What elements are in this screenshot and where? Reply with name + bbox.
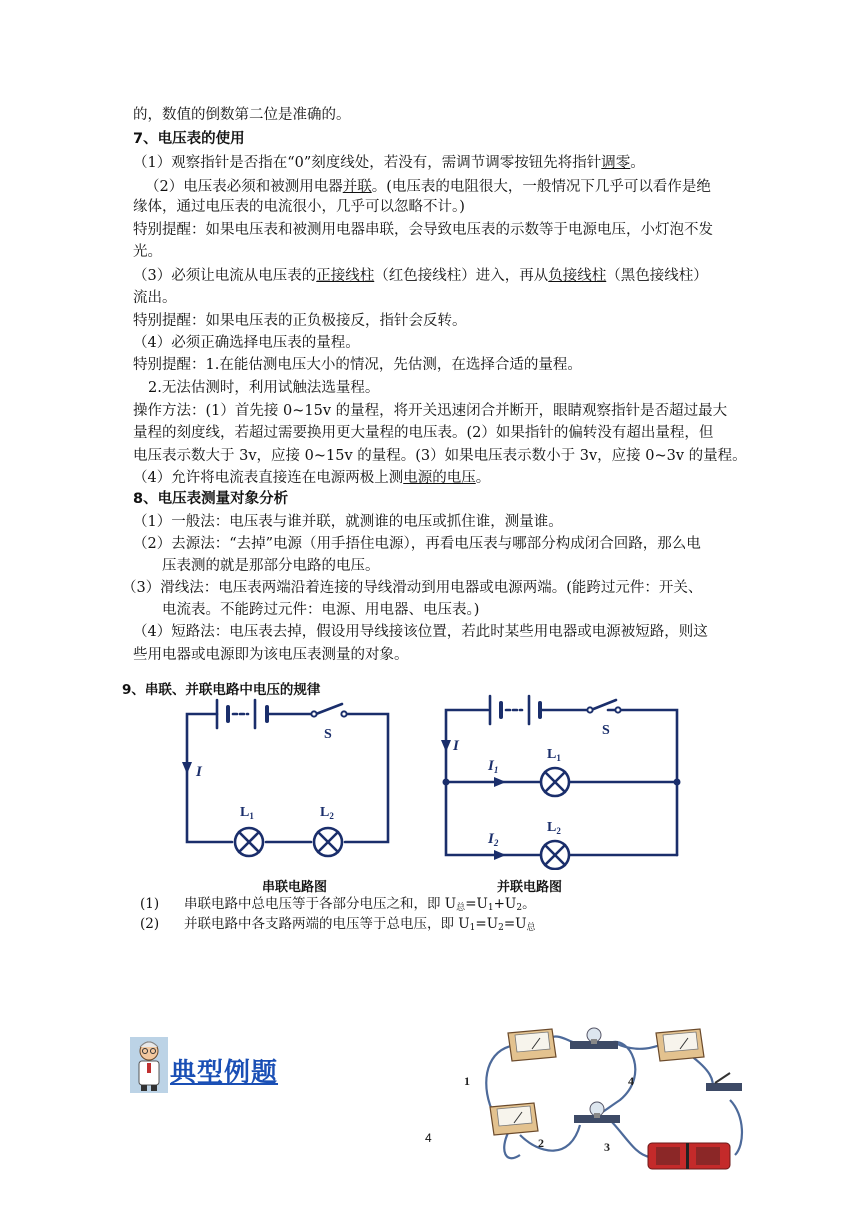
junction-dot	[443, 779, 450, 786]
page-number: 4	[425, 1131, 432, 1145]
typical-examples-banner: 典型例题	[170, 1058, 279, 1088]
lamp-label: $L_2$	[547, 820, 561, 836]
switch-blade	[316, 704, 342, 714]
text-line: 特别提醒：如果电压表的正负极接反，指针会反转。	[133, 313, 467, 329]
text-line: （4）短路法：电压表去掉，假设用导线接该位置，若此时某些用电器或电源被短路，则这	[133, 624, 708, 640]
circuit-wire	[345, 714, 388, 842]
junction-dot	[674, 779, 681, 786]
switch-contact	[615, 707, 620, 712]
parallel-circuit-diagram	[430, 690, 690, 870]
text-line: 操作方法：(1）首先接 0~15v 的量程，将开关迅速闭合并断开，眼睛观察指针是否超过最大	[133, 403, 728, 419]
rule-line: (1)	[140, 896, 160, 912]
rule-line: 并联电路中各支路两端的电压等于总电压，即 $U_1=U_2=U_总$	[184, 916, 536, 933]
text-line: （4）必须正确选择电压表的量程。	[133, 335, 360, 351]
ammeter-bottom-left	[490, 1103, 538, 1135]
text-line: （4）允许将电流表直接连在电源两极上测电源的电压。	[133, 470, 491, 486]
scientist-icon	[130, 1037, 168, 1093]
current-arrow	[441, 740, 451, 752]
physical-circuit-illustration	[460, 1015, 750, 1185]
wire-number-3: 3	[604, 1140, 610, 1154]
connecting-wire	[504, 1133, 520, 1158]
section-heading-7: 7、电压表的使用	[133, 131, 245, 147]
rule-line: 串联电路中总电压等于各部分电压之和，即 $U_总=U_1+U_2$。	[184, 896, 536, 913]
current-label: $I_2$	[488, 831, 499, 848]
text-line: 电压表示数大于 3v，应接 0~15v 的量程。(3）如果电压表示数小于 3v，应接 0~3v 的量程。	[133, 448, 747, 464]
switch-label: S	[602, 723, 610, 738]
text-line: （2）去源法：“去掉”电源（用手捂住电源），再看电压表与哪部分构成闭合回路，那么电	[133, 536, 701, 552]
switch-label: S	[324, 727, 332, 742]
wire-number-4: 4	[628, 1074, 634, 1088]
battery-pack	[648, 1143, 730, 1169]
text-line: 压表测的就是那部分电路的电压。	[162, 558, 380, 574]
current-label: I	[453, 738, 459, 754]
current-label: I	[196, 764, 202, 780]
text-line: 量程的刻度线，若超过需要换用更大量程的电压表。(2）如果指针的偏转没有超出量程，但	[133, 425, 714, 441]
lamp-label: $L_1$	[240, 805, 254, 821]
section-heading-9: 9、串联、并联电路中电压的规律	[122, 682, 321, 698]
wire-number-2: 2	[538, 1136, 544, 1150]
parallel-caption: 并联电路图	[497, 880, 563, 895]
circuit-wire	[187, 714, 232, 842]
text-line: （2）电压表必须和被测用电器并联。(电压表的电阻很大，一般情况下几乎可以看作是绝	[145, 179, 711, 195]
text-line: 2.无法估测时，利用试触法选量程。	[148, 380, 380, 396]
switch-contact	[341, 711, 346, 716]
text-line: 特别提醒：1.在能估测电压大小的情况，先估测，在选择合适的量程。	[133, 357, 582, 373]
switch-contact	[311, 711, 316, 716]
series-caption: 串联电路图	[262, 880, 328, 895]
voltmeter-top-left	[508, 1029, 556, 1061]
text-line: 特别提醒：如果电压表和被测用电器串联，会导致电压表的示数等于电源电压，小灯泡不发	[133, 222, 713, 238]
text-line: （1）观察指针是否指在“0”刻度线处，若没有，需调节调零按钮先将指针调零。	[133, 155, 645, 171]
text-line: 的，数值的倒数第二位是准确的。	[133, 107, 351, 123]
text-line: （3）必须让电流从电压表的正接线柱（红色接线柱）进入，再从负接线柱（黑色接线柱）	[133, 268, 708, 284]
connecting-wire	[610, 1120, 650, 1157]
rule-line: (2)	[140, 916, 160, 932]
current-arrow	[182, 762, 192, 774]
lamp-label: $L_1$	[547, 747, 561, 763]
wire-number-1: 1	[464, 1074, 470, 1088]
text-line: （3）滑线法：电压表两端沿着连接的导线滑动到用电器或电源两端。(能跨过元件：开关、	[122, 580, 703, 596]
text-line: 缘体，通过电压表的电流很小，几乎可以忽略不计。)	[133, 199, 465, 215]
text-line: 电流表。不能跨过元件：电源、用电器、电压表。)	[162, 602, 480, 618]
switch-blade	[591, 700, 616, 710]
series-circuit-diagram	[170, 690, 410, 870]
switch-contact	[587, 707, 592, 712]
voltmeter-top-right	[656, 1029, 704, 1061]
current-arrow	[494, 850, 506, 860]
current-arrow	[494, 777, 506, 787]
lamp-label: $L_2$	[320, 805, 334, 821]
section-heading-8: 8、电压表测量对象分析	[133, 491, 289, 507]
text-line: 光。	[133, 244, 162, 260]
connecting-wire	[730, 1100, 742, 1155]
lamp-socket-top	[570, 1028, 618, 1049]
text-line: （1）一般法：电压表与谁并联，就测谁的电压或抓住谁，测量谁。	[133, 514, 563, 530]
text-line: 流出。	[133, 290, 177, 306]
text-line: 些用电器或电源即为该电压表测量的对象。	[133, 647, 409, 663]
current-label: $I_1$	[488, 758, 499, 775]
